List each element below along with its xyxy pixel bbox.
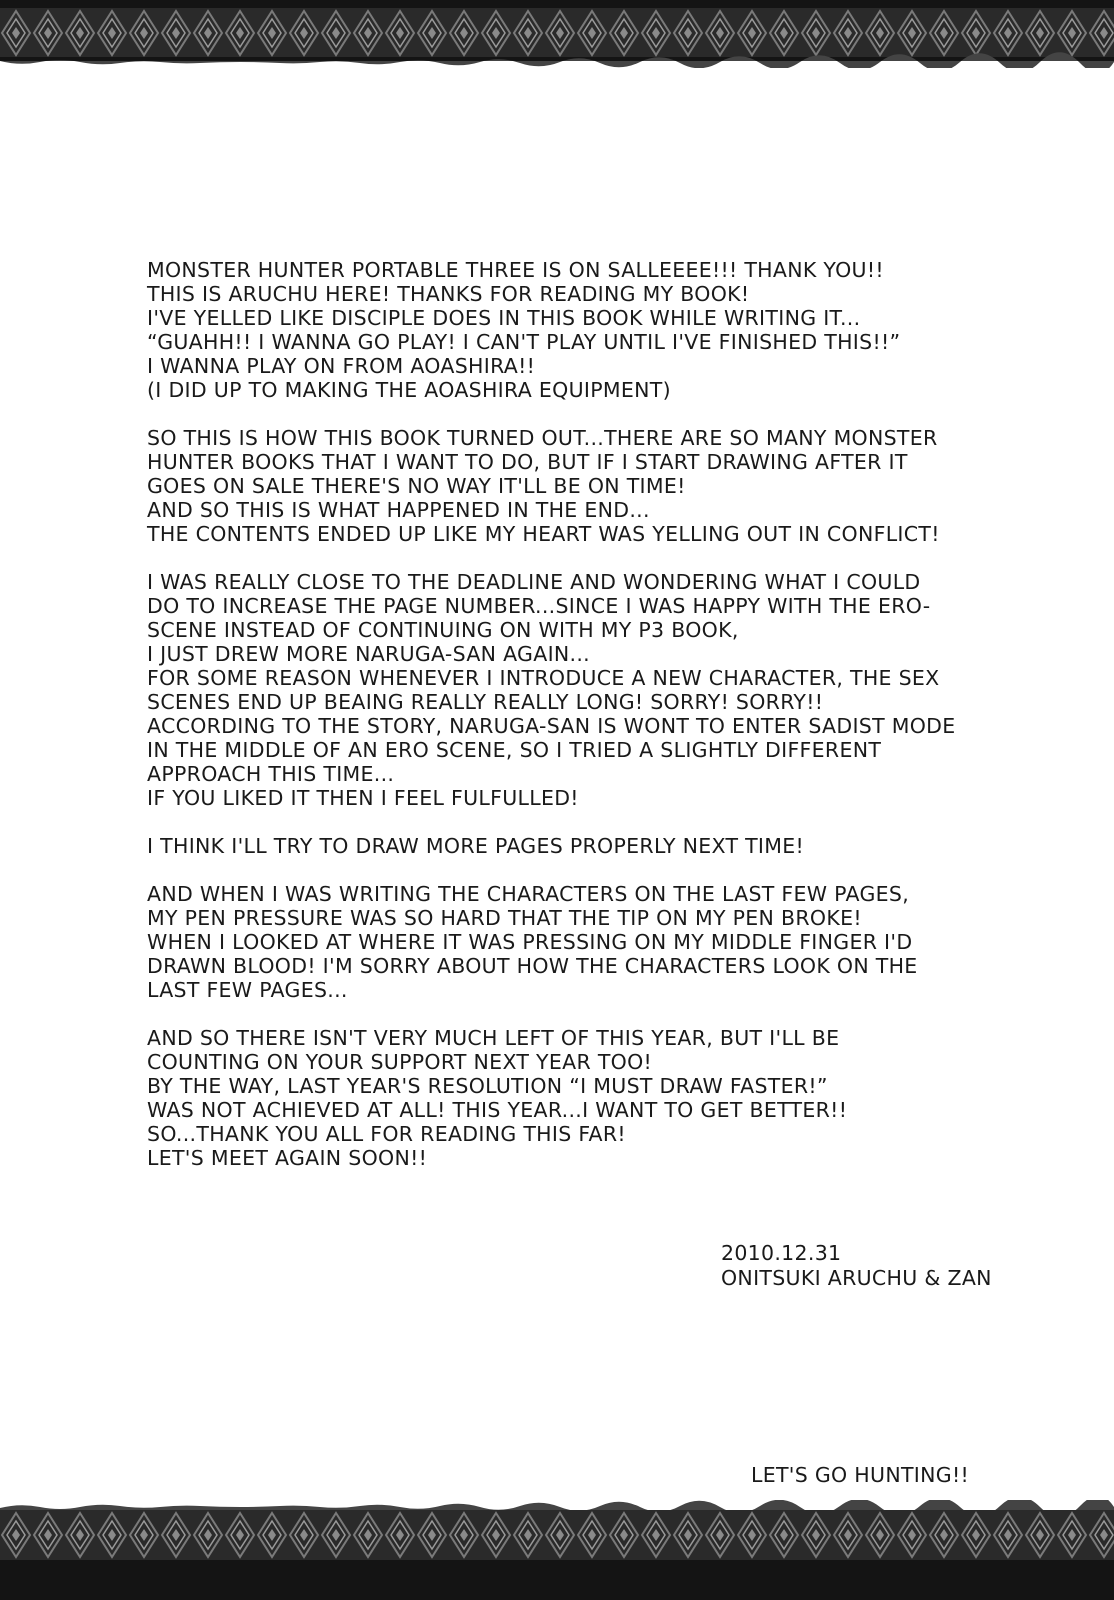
- letter-line: DO TO INCREASE THE PAGE NUMBER...SINCE I WAS HAPPY WITH THE ERO-: [147, 594, 931, 618]
- paragraph: [147, 882, 1047, 1002]
- letter-line: COUNTING ON YOUR SUPPORT NEXT YEAR TOO!: [147, 1050, 653, 1074]
- letter-line: I WAS REALLY CLOSE TO THE DEADLINE AND WONDERING WHAT I COULD: [147, 570, 921, 594]
- paragraph: [147, 258, 1047, 402]
- letter-line: I WANNA PLAY ON FROM AOASHIRA!!: [147, 354, 536, 378]
- letter-line: MONSTER HUNTER PORTABLE THREE IS ON SALLEEEE!!! THANK YOU!!: [147, 258, 884, 282]
- letter-line: (I DID UP TO MAKING THE AOASHIRA EQUIPMENT): [147, 378, 671, 402]
- signature-authors: ONITSUKI ARUCHU & ZAN: [721, 1266, 992, 1290]
- top-decorative-border: [0, 0, 1114, 68]
- letter-line: AND SO THIS IS WHAT HAPPENED IN THE END...: [147, 498, 650, 522]
- letter-line: THIS IS ARUCHU HERE! THANKS FOR READING MY BOOK!: [147, 282, 750, 306]
- letter-line: IF YOU LIKED IT THEN I FEEL FULFULLED!: [147, 786, 579, 810]
- signature-block: [721, 1241, 992, 1291]
- bottom-decorative-border: [0, 1500, 1114, 1600]
- afterword-letter: [147, 258, 1047, 1194]
- letter-line: APPROACH THIS TIME...: [147, 762, 395, 786]
- letter-line: ACCORDING TO THE STORY, NARUGA-SAN IS WONT TO ENTER SADIST MODE: [147, 714, 956, 738]
- paragraph: [147, 426, 1047, 546]
- letter-line: GOES ON SALE THERE'S NO WAY IT'LL BE ON TIME!: [147, 474, 686, 498]
- letter-line: WHEN I LOOKED AT WHERE IT WAS PRESSING ON MY MIDDLE FINGER I'D: [147, 930, 913, 954]
- letter-line: IN THE MIDDLE OF AN ERO SCENE, SO I TRIED A SLIGHTLY DIFFERENT: [147, 738, 882, 762]
- letter-line: FOR SOME REASON WHENEVER I INTRODUCE A NEW CHARACTER, THE SEX: [147, 666, 940, 690]
- letter-line: HUNTER BOOKS THAT I WANT TO DO, BUT IF I START DRAWING AFTER IT: [147, 450, 908, 474]
- letter-line: MY PEN PRESSURE WAS SO HARD THAT THE TIP ON MY PEN BROKE!: [147, 906, 862, 930]
- letter-line: DRAWN BLOOD! I'M SORRY ABOUT HOW THE CHARACTERS LOOK ON THE: [147, 954, 918, 978]
- paragraph: [147, 1026, 1047, 1170]
- letter-line: I JUST DREW MORE NARUGA-SAN AGAIN...: [147, 642, 591, 666]
- letter-line: I'VE YELLED LIKE DISCIPLE DOES IN THIS BOOK WHILE WRITING IT...: [147, 306, 861, 330]
- letter-line: AND WHEN I WAS WRITING THE CHARACTERS ON THE LAST FEW PAGES,: [147, 882, 910, 906]
- letter-line: SO...THANK YOU ALL FOR READING THIS FAR!: [147, 1122, 626, 1146]
- letter-line: AND SO THERE ISN'T VERY MUCH LEFT OF THIS YEAR, BUT I'LL BE: [147, 1026, 840, 1050]
- letter-line: SCENES END UP BEAING REALLY REALLY LONG! SORRY! SORRY!!: [147, 690, 824, 714]
- closing-line: LET'S GO HUNTING!!: [751, 1463, 969, 1487]
- letter-line: SO THIS IS HOW THIS BOOK TURNED OUT...THERE ARE SO MANY MONSTER: [147, 426, 938, 450]
- letter-line: WAS NOT ACHIEVED AT ALL! THIS YEAR...I WANT TO GET BETTER!!: [147, 1098, 848, 1122]
- letter-line: LET'S MEET AGAIN SOON!!: [147, 1146, 428, 1170]
- letter-line: SCENE INSTEAD OF CONTINUING ON WITH MY P3 BOOK,: [147, 618, 739, 642]
- top-border-pattern: [0, 0, 1114, 68]
- letter-line: I THINK I'LL TRY TO DRAW MORE PAGES PROPERLY NEXT TIME!: [147, 834, 805, 858]
- letter-line: LAST FEW PAGES...: [147, 978, 348, 1002]
- letter-line: THE CONTENTS ENDED UP LIKE MY HEART WAS YELLING OUT IN CONFLICT!: [147, 522, 940, 546]
- signature-date: 2010.12.31: [721, 1241, 842, 1265]
- letter-line: BY THE WAY, LAST YEAR'S RESOLUTION “I MUST DRAW FASTER!”: [147, 1074, 828, 1098]
- paragraph: [147, 834, 1047, 858]
- paragraph: [147, 570, 1047, 810]
- letter-line: “GUAHH!! I WANNA GO PLAY! I CAN'T PLAY UNTIL I'VE FINISHED THIS!!”: [147, 330, 901, 354]
- bottom-border-pattern: [0, 1500, 1114, 1600]
